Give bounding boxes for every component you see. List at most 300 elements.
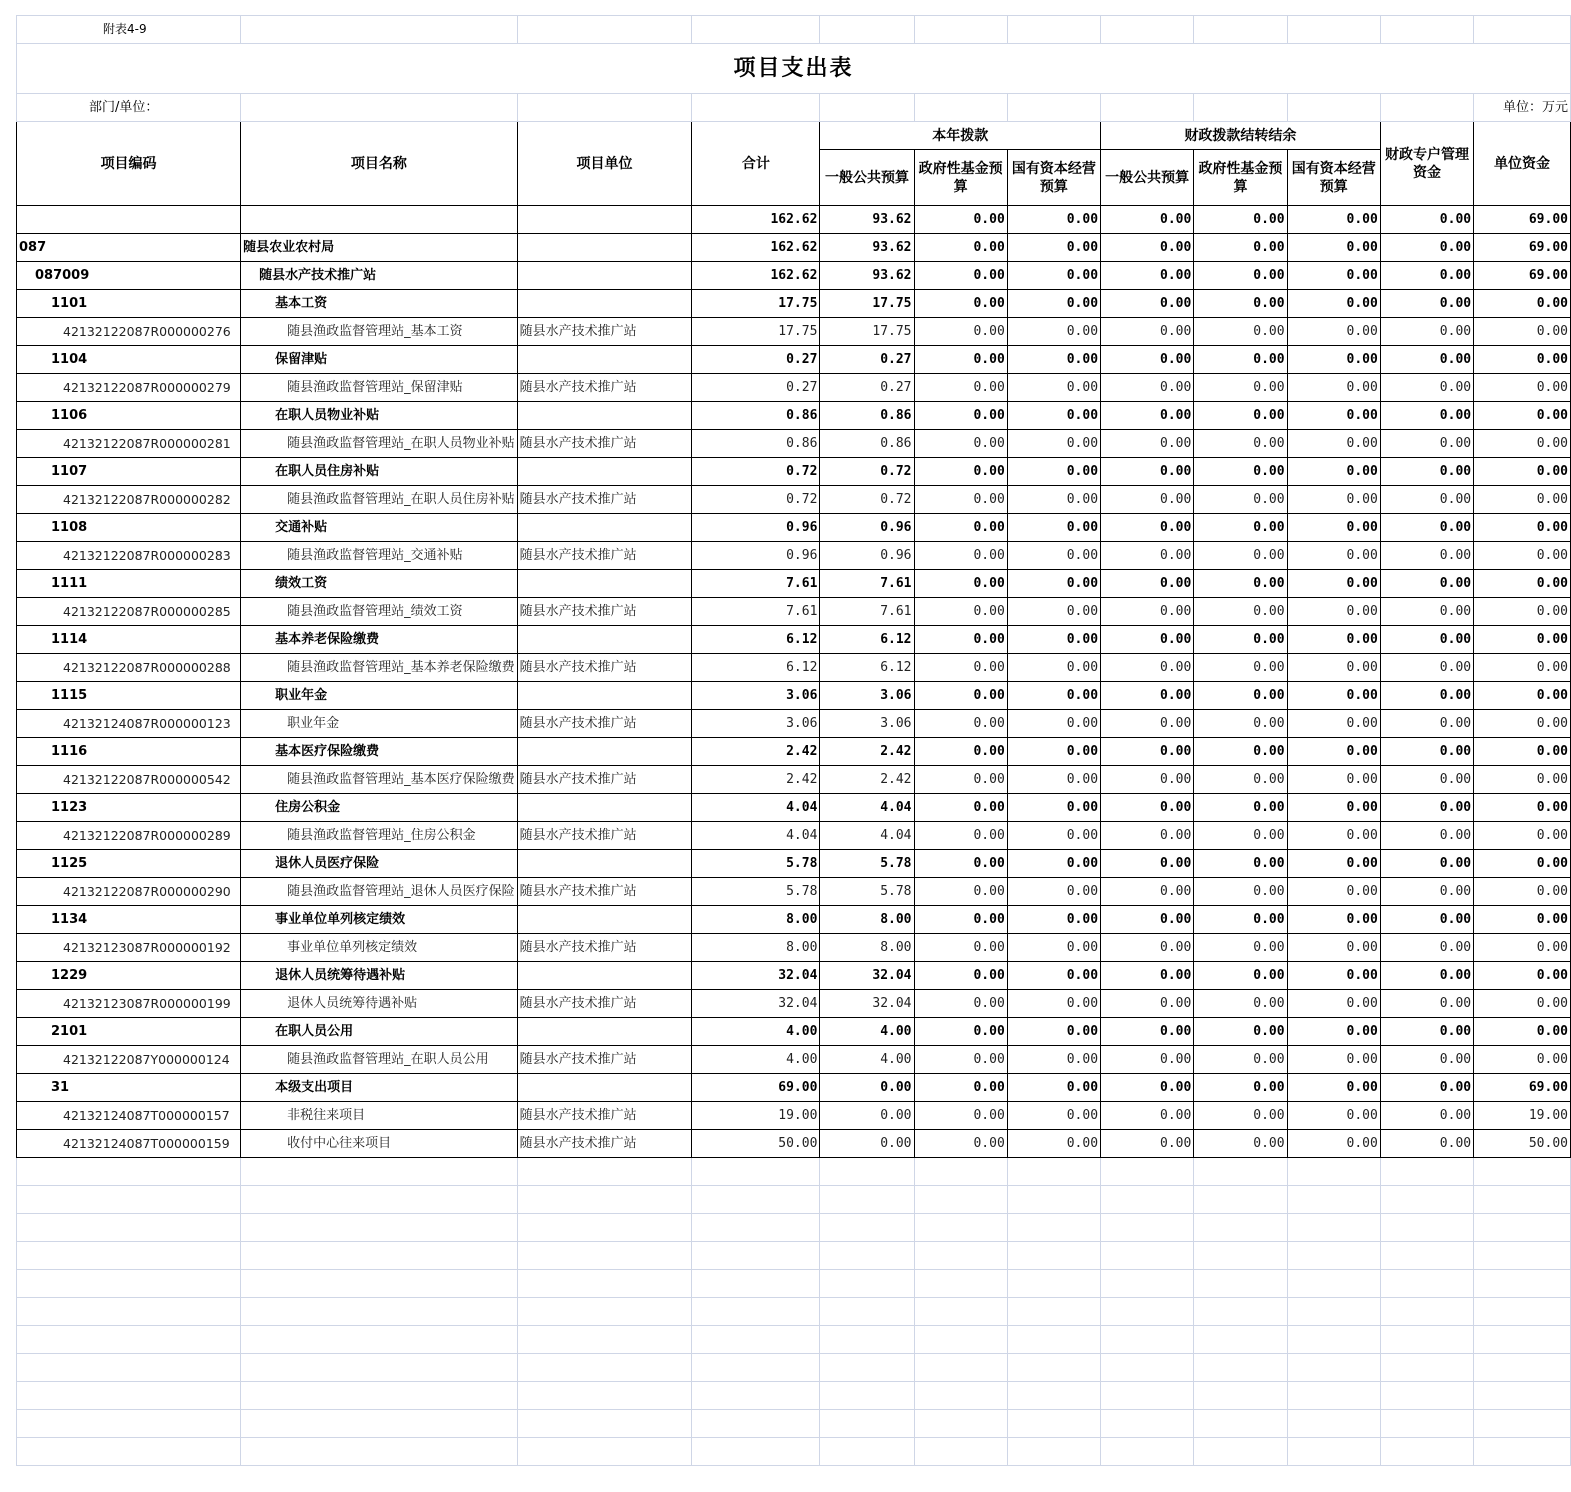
row-unit: 随县水产技术推广站 — [517, 766, 692, 794]
row-value: 0.00 — [914, 486, 1007, 514]
row-unit — [517, 206, 692, 234]
empty-row — [17, 1298, 1571, 1326]
row-name: 随县渔政监督管理站_在职人员物业补贴 — [241, 430, 518, 458]
header-group-current: 本年拨款 — [820, 122, 1101, 150]
row-value: 0.00 — [1101, 514, 1194, 542]
row-value: 0.00 — [1380, 906, 1473, 934]
row-value: 0.00 — [1474, 626, 1571, 654]
row-value: 0.00 — [1380, 374, 1473, 402]
table-header — [17, 122, 1571, 206]
row-value: 0.00 — [1007, 962, 1100, 990]
row-unit — [517, 290, 692, 318]
row-value: 0.00 — [1194, 682, 1287, 710]
row-value: 0.00 — [914, 626, 1007, 654]
row-name: 基本养老保险缴费 — [241, 626, 518, 654]
row-code: 1101 — [17, 290, 241, 318]
row-unit — [517, 570, 692, 598]
row-value: 0.00 — [1287, 934, 1380, 962]
row-unit — [517, 458, 692, 486]
row-value: 0.72 — [692, 458, 820, 486]
row-unit: 随县水产技术推广站 — [517, 1130, 692, 1158]
row-value: 0.00 — [1380, 626, 1473, 654]
row-value: 0.27 — [820, 374, 914, 402]
row-value: 0.00 — [1287, 430, 1380, 458]
row-code: 087 — [17, 234, 241, 262]
table-row — [17, 570, 1571, 598]
header-state-capital: 国有资本经营预算 — [1007, 150, 1100, 206]
row-value: 0.00 — [1101, 374, 1194, 402]
row-value: 0.00 — [914, 570, 1007, 598]
row-value: 0.00 — [1380, 710, 1473, 738]
row-value: 0.00 — [1101, 822, 1194, 850]
header-total: 合计 — [692, 122, 820, 206]
row-value: 17.75 — [820, 290, 914, 318]
row-value: 0.00 — [820, 1074, 914, 1102]
row-value: 0.00 — [1474, 822, 1571, 850]
row-value: 6.12 — [692, 626, 820, 654]
empty-row — [17, 1326, 1571, 1354]
row-value: 0.72 — [820, 486, 914, 514]
row-value: 0.00 — [1007, 514, 1100, 542]
row-name: 随县渔政监督管理站_交通补贴 — [241, 542, 518, 570]
table-row — [17, 486, 1571, 514]
row-value: 3.06 — [820, 710, 914, 738]
row-value: 0.00 — [1007, 710, 1100, 738]
row-value: 0.00 — [1101, 402, 1194, 430]
row-code: 1107 — [17, 458, 241, 486]
row-code: 42132122087R000000285 — [17, 598, 241, 626]
row-value: 0.00 — [1287, 346, 1380, 374]
row-value: 93.62 — [820, 262, 914, 290]
row-value: 0.00 — [1101, 1074, 1194, 1102]
row-name: 退休人员统筹待遇补贴 — [241, 962, 518, 990]
empty-row — [17, 1354, 1571, 1382]
row-value: 0.00 — [1380, 990, 1473, 1018]
row-value: 0.00 — [1380, 1130, 1473, 1158]
project-expenditure-table — [16, 15, 1571, 1466]
row-value: 0.27 — [692, 374, 820, 402]
row-name: 随县渔政监督管理站_退休人员医疗保险 — [241, 878, 518, 906]
row-value: 0.00 — [1380, 878, 1473, 906]
row-value: 162.62 — [692, 206, 820, 234]
row-name: 收付中心往来项目 — [241, 1130, 518, 1158]
row-value: 0.00 — [1007, 1046, 1100, 1074]
row-value: 0.00 — [1474, 346, 1571, 374]
row-value: 0.00 — [1194, 850, 1287, 878]
row-value: 0.00 — [1007, 906, 1100, 934]
row-value: 0.00 — [1194, 206, 1287, 234]
row-value: 0.00 — [1101, 766, 1194, 794]
row-value: 0.00 — [1101, 962, 1194, 990]
row-value: 0.00 — [1194, 598, 1287, 626]
row-value: 0.00 — [1287, 962, 1380, 990]
row-value: 0.00 — [1287, 710, 1380, 738]
row-value: 0.00 — [1287, 542, 1380, 570]
row-value: 0.00 — [1287, 486, 1380, 514]
row-value: 0.00 — [1474, 458, 1571, 486]
row-unit — [517, 1018, 692, 1046]
row-value: 50.00 — [692, 1130, 820, 1158]
empty-row — [17, 1158, 1571, 1186]
row-value: 7.61 — [692, 570, 820, 598]
row-value: 0.00 — [1474, 710, 1571, 738]
row-value: 0.00 — [1194, 1102, 1287, 1130]
row-value: 0.00 — [1007, 878, 1100, 906]
row-value: 0.00 — [1287, 1102, 1380, 1130]
row-value: 0.00 — [1101, 990, 1194, 1018]
row-code: 42132122087R000000283 — [17, 542, 241, 570]
row-unit: 随县水产技术推广站 — [517, 318, 692, 346]
table-row — [17, 542, 1571, 570]
row-value: 0.00 — [1474, 766, 1571, 794]
row-value: 0.00 — [1101, 1018, 1194, 1046]
row-value: 69.00 — [1474, 206, 1571, 234]
row-value: 0.00 — [914, 318, 1007, 346]
row-value: 0.00 — [1101, 570, 1194, 598]
row-value: 4.04 — [692, 822, 820, 850]
table-row — [17, 1046, 1571, 1074]
row-value: 6.12 — [692, 654, 820, 682]
row-unit: 随县水产技术推广站 — [517, 990, 692, 1018]
spreadsheet — [16, 15, 1571, 1466]
row-value: 0.00 — [1474, 570, 1571, 598]
row-value: 0.00 — [1101, 1130, 1194, 1158]
row-unit: 随县水产技术推广站 — [517, 598, 692, 626]
row-unit — [517, 1074, 692, 1102]
row-value: 32.04 — [820, 962, 914, 990]
header-special-fund: 财政专户管理资金 — [1380, 122, 1473, 206]
row-value: 69.00 — [1474, 262, 1571, 290]
row-value: 0.00 — [1194, 794, 1287, 822]
row-value: 0.00 — [1380, 346, 1473, 374]
row-value: 0.00 — [1474, 878, 1571, 906]
row-value: 0.00 — [1287, 514, 1380, 542]
row-name: 随县渔政监督管理站_绩效工资 — [241, 598, 518, 626]
header-general-budget: 一般公共预算 — [820, 150, 914, 206]
row-unit: 随县水产技术推广站 — [517, 542, 692, 570]
row-value: 0.00 — [1287, 906, 1380, 934]
row-value: 0.00 — [1287, 990, 1380, 1018]
table-row — [17, 1102, 1571, 1130]
row-value: 3.06 — [692, 710, 820, 738]
row-value: 0.00 — [1380, 1102, 1473, 1130]
row-value: 0.00 — [1287, 738, 1380, 766]
row-value: 0.00 — [1101, 206, 1194, 234]
row-value: 50.00 — [1474, 1130, 1571, 1158]
row-value: 0.00 — [1194, 1074, 1287, 1102]
row-value: 0.00 — [1101, 682, 1194, 710]
row-value: 0.00 — [1380, 934, 1473, 962]
row-value: 0.00 — [1380, 850, 1473, 878]
row-code: 42132124087T000000157 — [17, 1102, 241, 1130]
row-value: 162.62 — [692, 234, 820, 262]
row-value: 0.00 — [1474, 290, 1571, 318]
row-value: 8.00 — [692, 934, 820, 962]
row-value: 0.00 — [1101, 262, 1194, 290]
row-unit — [517, 962, 692, 990]
row-unit: 随县水产技术推广站 — [517, 654, 692, 682]
row-value: 0.00 — [1287, 1018, 1380, 1046]
row-name: 随县渔政监督管理站_基本医疗保险缴费 — [241, 766, 518, 794]
table-row — [17, 458, 1571, 486]
row-unit — [517, 234, 692, 262]
row-unit — [517, 346, 692, 374]
table-row — [17, 1074, 1571, 1102]
row-value: 0.00 — [1007, 990, 1100, 1018]
table-row — [17, 766, 1571, 794]
row-code: 42132122087R000000281 — [17, 430, 241, 458]
table-row — [17, 710, 1571, 738]
row-name: 绩效工资 — [241, 570, 518, 598]
row-value: 0.00 — [1101, 850, 1194, 878]
row-value: 0.00 — [914, 206, 1007, 234]
row-value: 69.00 — [1474, 234, 1571, 262]
row-value: 0.00 — [1194, 1018, 1287, 1046]
row-value: 32.04 — [692, 962, 820, 990]
row-value: 0.00 — [914, 542, 1007, 570]
row-value: 0.00 — [1194, 962, 1287, 990]
empty-row — [17, 1214, 1571, 1242]
row-value: 0.00 — [1194, 290, 1287, 318]
table-row — [17, 374, 1571, 402]
row-value: 0.27 — [820, 346, 914, 374]
row-code: 1116 — [17, 738, 241, 766]
row-value: 0.00 — [1287, 374, 1380, 402]
row-value: 0.00 — [1380, 458, 1473, 486]
row-name: 在职人员物业补贴 — [241, 402, 518, 430]
row-value: 5.78 — [692, 850, 820, 878]
row-name: 在职人员住房补贴 — [241, 458, 518, 486]
row-value: 0.00 — [1007, 850, 1100, 878]
row-value: 0.00 — [1007, 766, 1100, 794]
row-value: 0.00 — [1474, 850, 1571, 878]
row-value: 0.86 — [820, 430, 914, 458]
row-value: 0.00 — [1194, 654, 1287, 682]
row-value: 0.00 — [1194, 626, 1287, 654]
table-row — [17, 934, 1571, 962]
row-value: 0.00 — [1380, 234, 1473, 262]
row-value: 0.00 — [914, 1074, 1007, 1102]
row-value: 0.00 — [1101, 934, 1194, 962]
row-unit: 随县水产技术推广站 — [517, 374, 692, 402]
row-value: 0.00 — [1194, 458, 1287, 486]
row-value: 0.96 — [820, 542, 914, 570]
row-code: 1114 — [17, 626, 241, 654]
row-code: 42132122087R000000542 — [17, 766, 241, 794]
row-value: 0.00 — [1007, 374, 1100, 402]
row-value: 0.72 — [692, 486, 820, 514]
table-row — [17, 514, 1571, 542]
row-value: 0.00 — [1007, 542, 1100, 570]
header-state-capital-carry: 国有资本经营预算 — [1287, 150, 1380, 206]
row-value: 0.00 — [1474, 318, 1571, 346]
table-row — [17, 1130, 1571, 1158]
header-code: 项目编码 — [17, 122, 241, 206]
table-row — [17, 654, 1571, 682]
empty-row — [17, 1410, 1571, 1438]
row-value: 0.00 — [1101, 346, 1194, 374]
row-code: 42132122087R000000276 — [17, 318, 241, 346]
row-code: 1134 — [17, 906, 241, 934]
row-value: 0.00 — [1380, 430, 1473, 458]
row-value: 0.00 — [914, 598, 1007, 626]
row-value: 8.00 — [692, 906, 820, 934]
table-row — [17, 290, 1571, 318]
row-code: 1123 — [17, 794, 241, 822]
row-value: 0.00 — [914, 738, 1007, 766]
row-value: 7.61 — [820, 570, 914, 598]
row-value: 0.00 — [1194, 822, 1287, 850]
row-value: 0.00 — [1007, 346, 1100, 374]
table-row — [17, 346, 1571, 374]
row-value: 0.00 — [1007, 458, 1100, 486]
row-value: 0.00 — [1380, 570, 1473, 598]
row-value: 0.96 — [820, 514, 914, 542]
row-unit — [517, 682, 692, 710]
row-value: 0.00 — [1287, 262, 1380, 290]
dept-label: 部门/单位： — [17, 94, 241, 122]
empty-row — [17, 1438, 1571, 1466]
row-value: 0.00 — [914, 710, 1007, 738]
row-value: 0.00 — [1474, 794, 1571, 822]
row-value: 0.00 — [914, 1018, 1007, 1046]
row-value: 3.06 — [820, 682, 914, 710]
row-unit — [517, 262, 692, 290]
table-row — [17, 794, 1571, 822]
row-value: 0.00 — [1007, 234, 1100, 262]
row-value: 0.00 — [1380, 514, 1473, 542]
row-code: 2101 — [17, 1018, 241, 1046]
row-value: 8.00 — [820, 934, 914, 962]
row-value: 0.00 — [1194, 234, 1287, 262]
row-value: 0.00 — [1007, 290, 1100, 318]
row-value: 0.00 — [1474, 514, 1571, 542]
table-row — [17, 626, 1571, 654]
header-gov-fund-carry: 政府性基金预算 — [1194, 150, 1287, 206]
row-value: 0.00 — [1380, 738, 1473, 766]
row-value: 0.00 — [914, 374, 1007, 402]
row-code: 1115 — [17, 682, 241, 710]
row-value: 7.61 — [820, 598, 914, 626]
row-name: 随县渔政监督管理站_住房公积金 — [241, 822, 518, 850]
row-value: 0.00 — [914, 262, 1007, 290]
table-body — [17, 206, 1571, 1158]
row-value: 0.00 — [1194, 878, 1287, 906]
row-name: 退休人员医疗保险 — [241, 850, 518, 878]
row-value: 0.27 — [692, 346, 820, 374]
row-value: 0.00 — [1101, 486, 1194, 514]
row-unit: 随县水产技术推广站 — [517, 934, 692, 962]
row-value: 8.00 — [820, 906, 914, 934]
empty-row — [17, 1270, 1571, 1298]
empty-row — [17, 1382, 1571, 1410]
row-value: 0.00 — [1101, 290, 1194, 318]
row-value: 0.00 — [1194, 934, 1287, 962]
row-name: 职业年金 — [241, 682, 518, 710]
row-value: 0.00 — [1474, 1046, 1571, 1074]
table-row — [17, 878, 1571, 906]
row-value: 0.00 — [914, 934, 1007, 962]
row-value: 0.00 — [1101, 458, 1194, 486]
row-unit — [517, 402, 692, 430]
row-value: 0.00 — [1474, 682, 1571, 710]
row-value: 0.00 — [1007, 794, 1100, 822]
row-value: 17.75 — [692, 318, 820, 346]
row-value: 0.96 — [692, 514, 820, 542]
row-value: 0.00 — [914, 1046, 1007, 1074]
row-value: 0.00 — [1380, 766, 1473, 794]
row-value: 0.00 — [1194, 906, 1287, 934]
row-value: 0.00 — [1194, 766, 1287, 794]
table-row — [17, 822, 1571, 850]
row-value: 69.00 — [692, 1074, 820, 1102]
row-value: 0.00 — [1380, 262, 1473, 290]
row-value: 0.00 — [1474, 430, 1571, 458]
row-value: 0.00 — [914, 402, 1007, 430]
row-value: 0.00 — [1474, 374, 1571, 402]
row-value: 4.04 — [692, 794, 820, 822]
row-name — [241, 206, 518, 234]
row-code: 1104 — [17, 346, 241, 374]
row-value: 0.00 — [914, 962, 1007, 990]
row-unit — [517, 794, 692, 822]
row-value: 4.04 — [820, 822, 914, 850]
row-value: 0.00 — [1101, 794, 1194, 822]
header-group-carry: 财政拨款结转结余 — [1101, 122, 1381, 150]
row-code — [17, 206, 241, 234]
row-value: 0.00 — [914, 430, 1007, 458]
row-value: 19.00 — [1474, 1102, 1571, 1130]
row-value: 32.04 — [820, 990, 914, 1018]
row-value: 0.00 — [1380, 794, 1473, 822]
row-value: 0.00 — [914, 514, 1007, 542]
row-value: 0.00 — [1380, 682, 1473, 710]
row-name: 基本工资 — [241, 290, 518, 318]
row-code: 42132122087R000000279 — [17, 374, 241, 402]
row-value: 0.00 — [1380, 654, 1473, 682]
row-value: 0.00 — [1287, 458, 1380, 486]
row-code: 42132122087R000000282 — [17, 486, 241, 514]
row-value: 6.12 — [820, 626, 914, 654]
row-value: 0.00 — [1380, 542, 1473, 570]
row-value: 0.00 — [1007, 1074, 1100, 1102]
row-value: 0.00 — [914, 290, 1007, 318]
row-value: 0.00 — [1007, 934, 1100, 962]
header-unit-fund: 单位资金 — [1474, 122, 1571, 206]
table-row — [17, 598, 1571, 626]
row-value: 0.00 — [1287, 598, 1380, 626]
row-value: 0.00 — [1007, 1130, 1100, 1158]
row-code: 42132122087R000000288 — [17, 654, 241, 682]
row-value: 0.00 — [1007, 318, 1100, 346]
row-value: 0.00 — [914, 794, 1007, 822]
row-value: 0.86 — [820, 402, 914, 430]
row-value: 0.00 — [1194, 262, 1287, 290]
row-value: 0.00 — [1474, 402, 1571, 430]
row-name: 随县水产技术推广站 — [241, 262, 518, 290]
row-value: 0.72 — [820, 458, 914, 486]
row-value: 0.00 — [1101, 738, 1194, 766]
row-name: 在职人员公用 — [241, 1018, 518, 1046]
row-value: 32.04 — [692, 990, 820, 1018]
row-name: 随县渔政监督管理站_基本养老保险缴费 — [241, 654, 518, 682]
row-name: 随县渔政监督管理站_保留津贴 — [241, 374, 518, 402]
row-unit: 随县水产技术推广站 — [517, 1102, 692, 1130]
row-code: 42132122087Y000000124 — [17, 1046, 241, 1074]
row-value: 0.00 — [1101, 654, 1194, 682]
row-value: 0.86 — [692, 430, 820, 458]
row-value: 0.00 — [1380, 1074, 1473, 1102]
